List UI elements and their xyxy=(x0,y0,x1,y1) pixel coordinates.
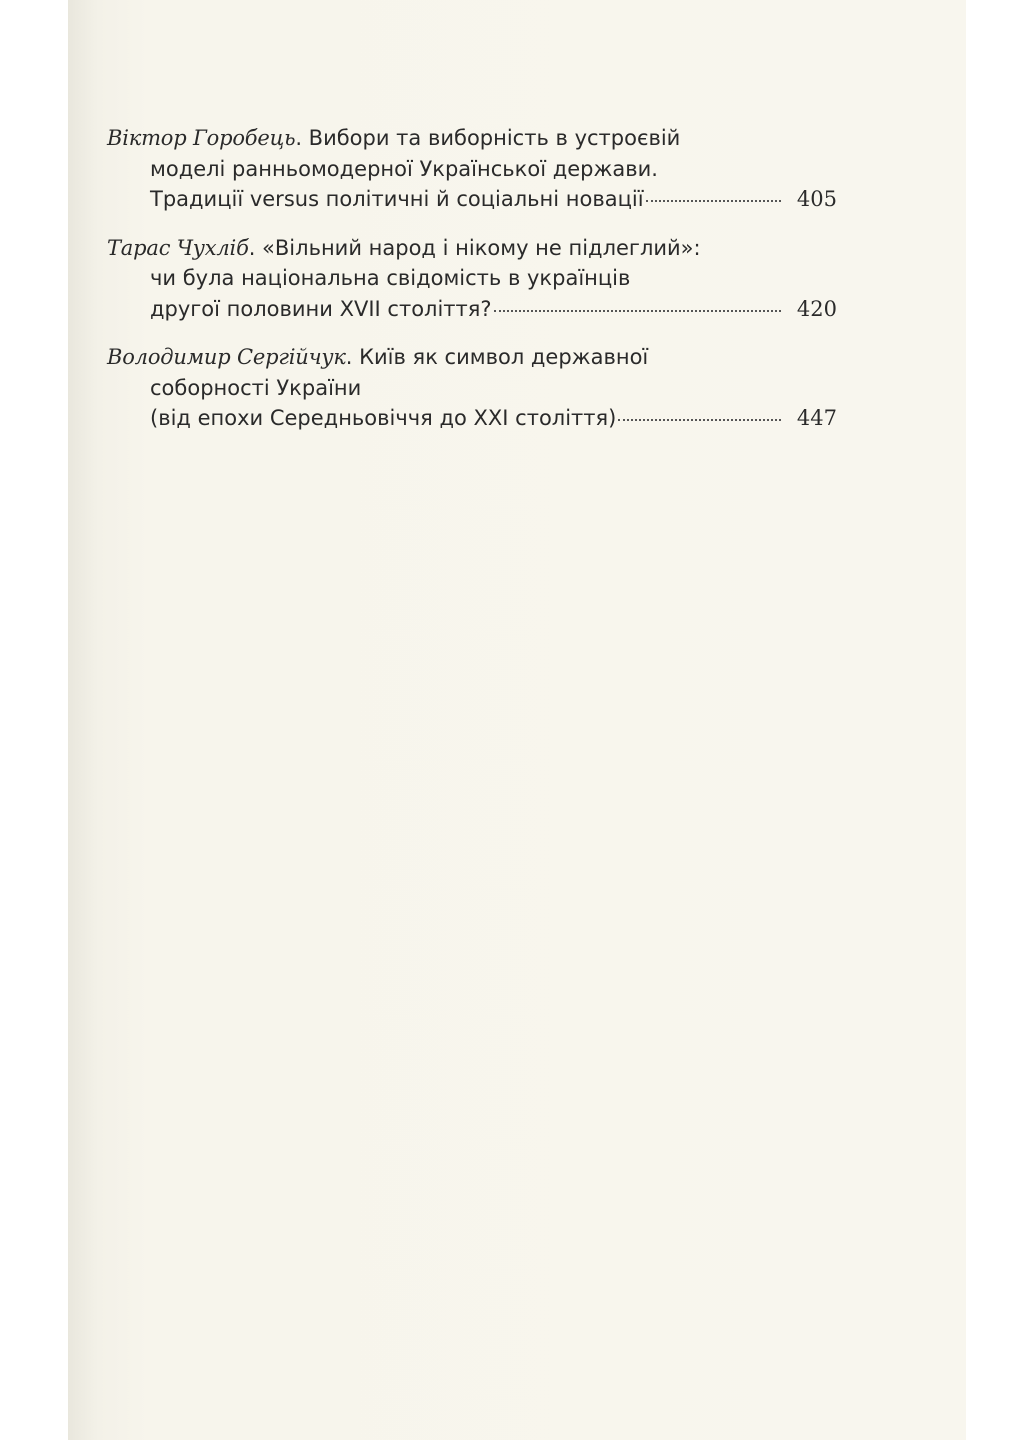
entry-title-end: Традиції versus політичні й соціальні новації xyxy=(150,187,644,211)
page-number: 405 xyxy=(796,187,837,211)
entry-title-start: . Вибори та виборність в устроєвій xyxy=(295,126,681,150)
page-number: 420 xyxy=(796,296,837,321)
entry-title-line: чи була національна свідомість в українців xyxy=(150,266,631,290)
dot-leader xyxy=(646,200,781,202)
entry-author: Тарас Чухліб xyxy=(107,235,249,260)
entry-first-line xyxy=(107,123,837,154)
entry-title-start: . «Вільний народ і нікому не підлеглий»: xyxy=(248,235,701,260)
entry-first-line xyxy=(107,342,837,373)
entry-title-end: другої половини XVII століття? xyxy=(150,296,492,321)
toc-entry xyxy=(107,233,837,325)
page-number: 447 xyxy=(796,406,837,430)
book-page xyxy=(68,0,966,1440)
entry-author: Володимир Сергійчук xyxy=(107,345,346,369)
entry-first-line xyxy=(107,233,837,264)
entry-title-start: . Київ як символ державної xyxy=(345,345,649,369)
entry-title-line: соборності України xyxy=(150,375,362,400)
toc-entry xyxy=(107,123,837,215)
entry-title-line: моделі ранньомодерної Української держави. xyxy=(150,156,658,181)
table-of-contents xyxy=(107,123,837,452)
toc-entry xyxy=(107,342,837,434)
entry-author: Віктор Горобець xyxy=(107,126,296,150)
entry-last-line xyxy=(107,184,837,215)
dot-leader xyxy=(494,310,781,312)
entry-last-line xyxy=(107,294,837,325)
entry-title-end: (від епохи Середньовіччя до XXI століття) xyxy=(150,406,617,430)
entry-last-line xyxy=(107,403,837,434)
dot-leader xyxy=(618,419,781,421)
